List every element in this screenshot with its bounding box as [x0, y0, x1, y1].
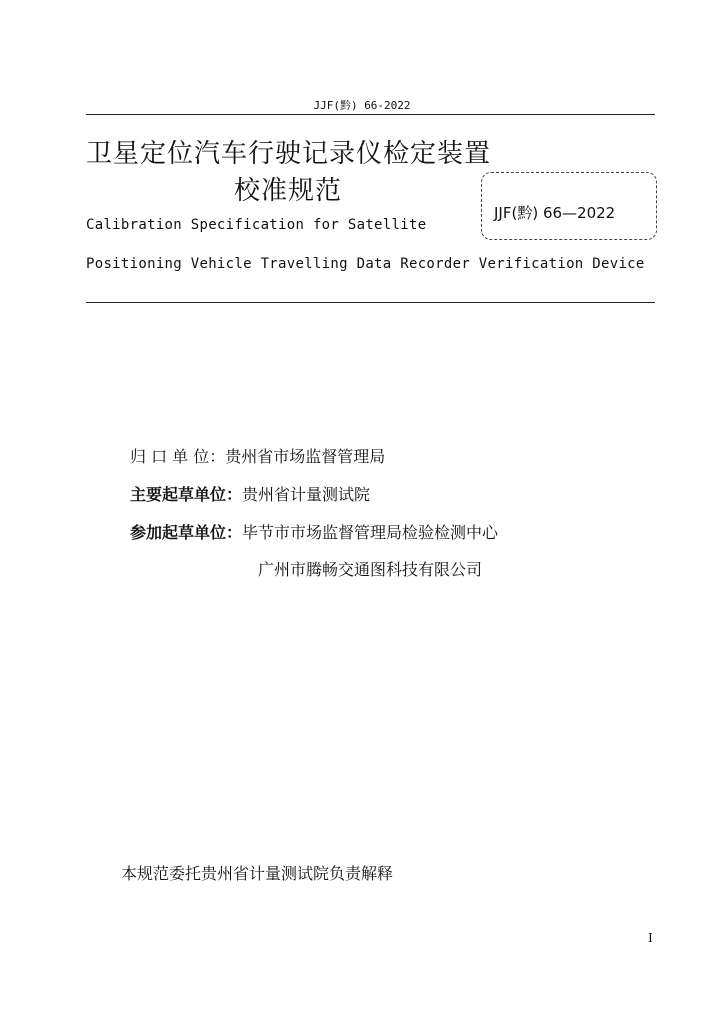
- header-rule: [86, 114, 655, 115]
- participating-value-2: 广州市腾畅交通图科技有限公司: [258, 560, 483, 579]
- page-number: I: [648, 931, 653, 945]
- participating-row: [130, 520, 498, 543]
- header-code: JJF(黔) 66-2022: [313, 99, 411, 112]
- standard-code-text: JJF(黔) 66—2022: [494, 204, 616, 222]
- title-chinese-line2: 校准规范: [234, 176, 343, 206]
- participating-label: 参加起草单位：: [130, 523, 243, 542]
- participating-value-1: 毕节市市场监督管理局检验检测中心: [242, 523, 499, 542]
- gui-kou-value: 贵州省市场监督管理局: [225, 447, 386, 466]
- title-rule: [86, 302, 655, 303]
- gui-kou-label: 归 口 单 位：: [130, 447, 226, 466]
- main-drafter-label: 主要起草单位：: [130, 485, 243, 504]
- main-drafter-row: [130, 482, 370, 505]
- interpretation-note: 本规范委托贵州省计量测试院负责解释: [121, 864, 394, 883]
- main-drafter-value: 贵州省计量测试院: [242, 485, 371, 504]
- gui-kou-row: [130, 444, 385, 467]
- title-english-line2: Positioning Vehicle Travelling Data Recorder Verification Device: [86, 256, 645, 272]
- title-chinese-line1: 卫星定位汽车行驶记录仪检定装置: [86, 139, 492, 169]
- title-english-line1: Calibration Specification for Satellite: [86, 217, 427, 233]
